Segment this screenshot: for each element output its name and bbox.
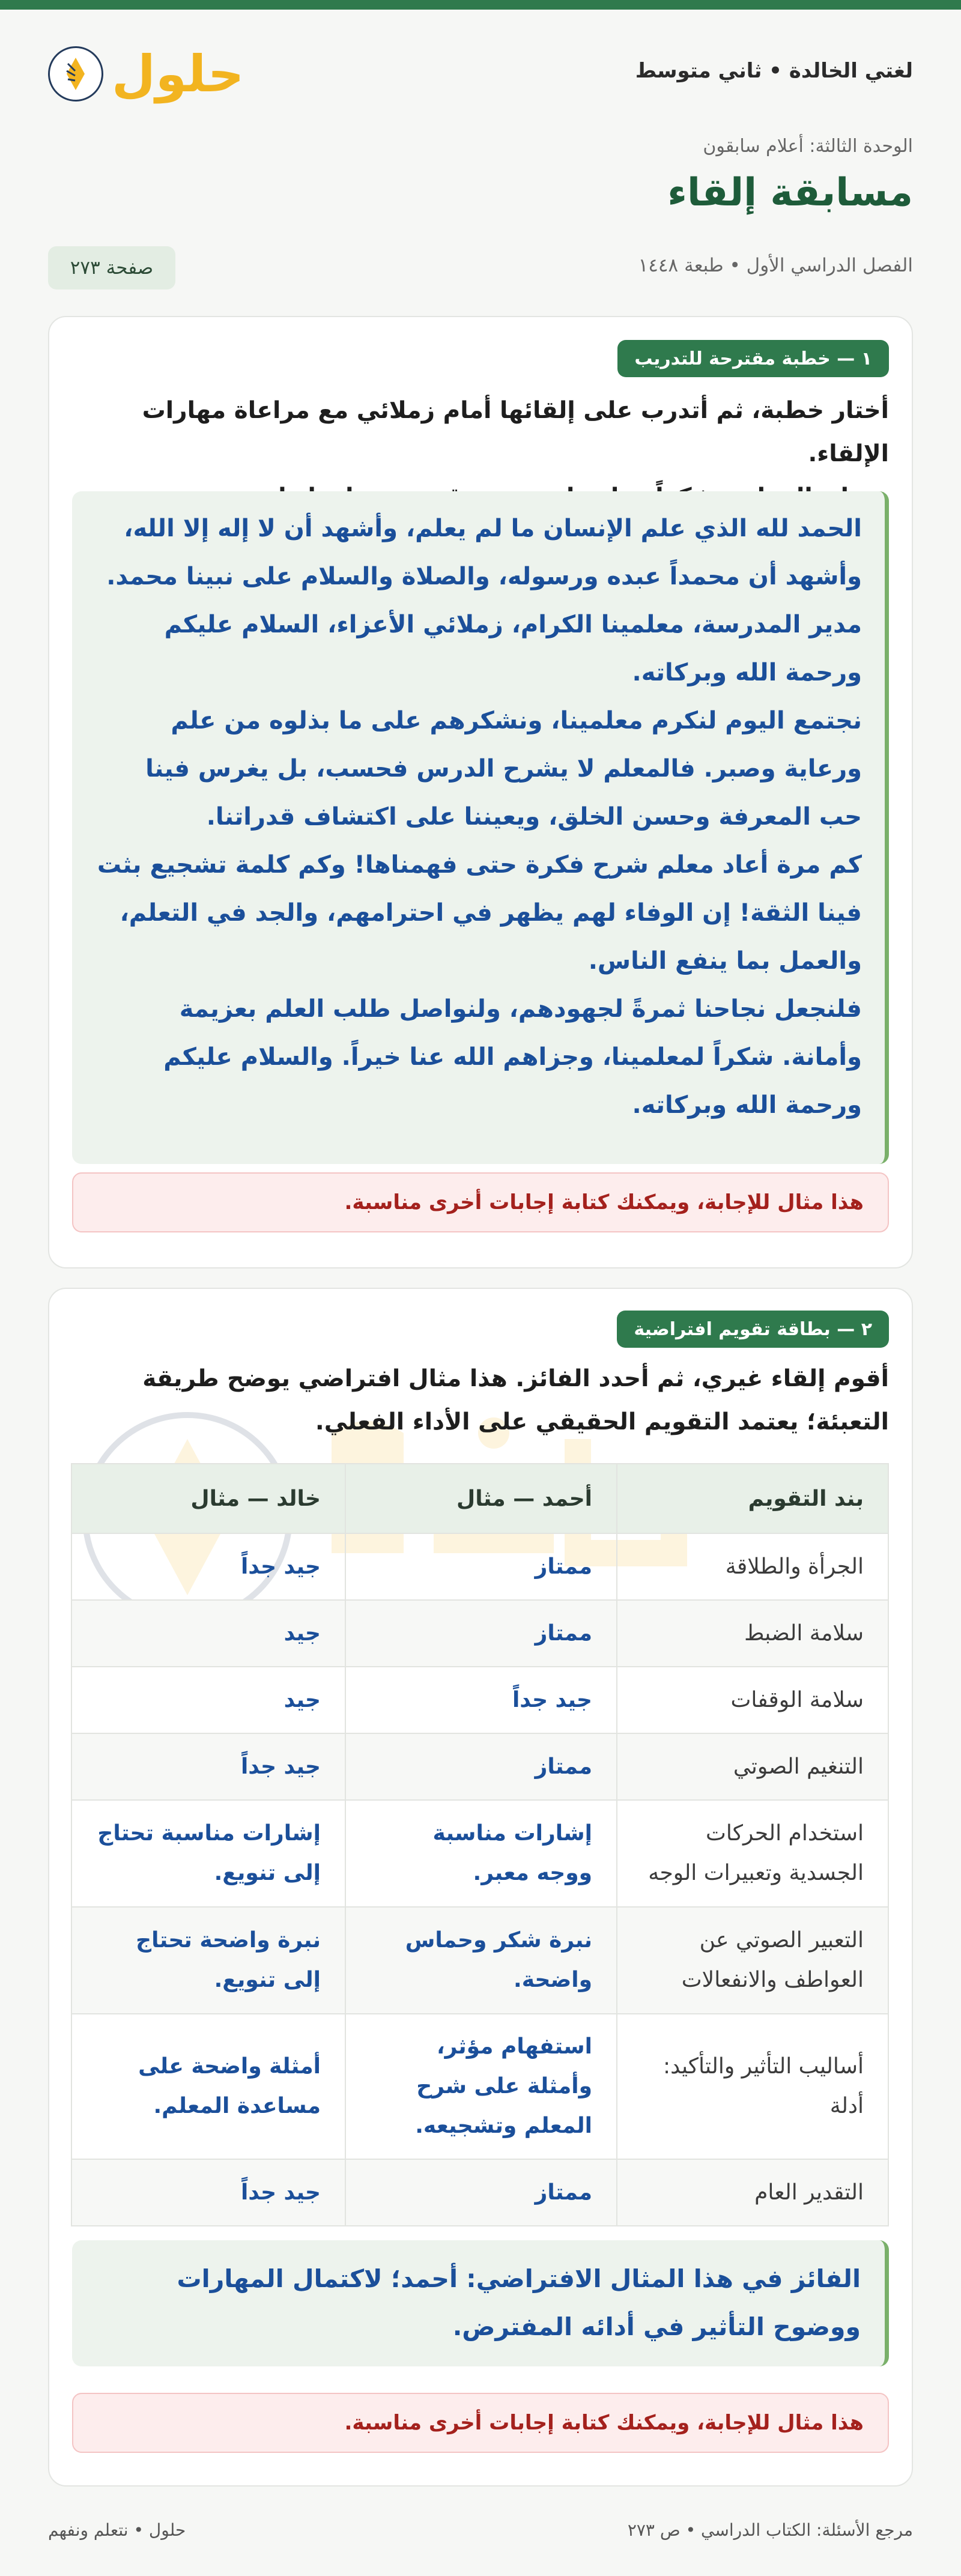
speech-paragraph: كم مرة أعاد معلم شرح فكرة حتى فهمناها! وكم كلمة تشجيع بثت فينا الثقة! إن الوفاء لهم يظهر في احترامهم، والجد في التعلم، والعمل بما ينفع الناس.	[97, 851, 862, 975]
lesson-title: مسابقة إلقاء	[667, 171, 913, 215]
score-cell: جيد جداً	[71, 1533, 345, 1600]
table-row	[71, 2159, 888, 2226]
page-number-badge: صفحة ٢٧٣	[48, 246, 175, 289]
section-tag: ١ — خطبة مقترحة للتدريب	[617, 340, 889, 377]
score-cell: نبرة واضحة تحتاج إلى تنويع.	[71, 1907, 345, 2014]
score-cell: ممتاز	[345, 2159, 617, 2226]
winner-box	[72, 2240, 889, 2366]
column-header: أحمد — مثال	[345, 1464, 617, 1533]
evaluation-table	[71, 1463, 889, 2226]
score-cell: ممتاز	[345, 1733, 617, 1800]
speech-text-box	[72, 491, 889, 1164]
score-cell: جيد	[71, 1667, 345, 1733]
table-row	[71, 1733, 888, 1800]
section-instructions: أقوم إلقاء غيري، ثم أحدد الفائز. هذا مثال افتراضي يوضح طريقة التعبئة؛ يعتمد التقويم الحقيقي على الأداء الفعلي.	[142, 1365, 889, 1435]
score-cell: جيد	[71, 1600, 345, 1667]
evaluation-card	[48, 1288, 913, 2487]
table-row	[71, 2014, 888, 2159]
score-cell: نبرة شكر وحماس واضحة.	[345, 1907, 617, 2014]
criterion-cell: سلامة الوقفات	[617, 1667, 888, 1733]
table-row	[71, 1800, 888, 1907]
unit-label: الوحدة الثالثة: أعلام سابقون	[703, 136, 913, 157]
logo-emblem-icon	[48, 46, 103, 102]
logo-text: حلول	[112, 44, 244, 103]
page-header	[48, 29, 913, 119]
column-header: بند التقويم	[617, 1464, 888, 1533]
score-cell: جيد جداً	[345, 1667, 617, 1733]
book-title: لغتي الخالدة • ثاني متوسط	[635, 59, 913, 83]
criterion-cell: التعبير الصوتي عن العواطف والانفعالات	[617, 1907, 888, 2014]
score-cell: ممتاز	[345, 1533, 617, 1600]
answer-note: هذا مثال للإجابة، ويمكنك كتابة إجابات أخرى مناسبة.	[72, 2393, 889, 2453]
speech-card	[48, 316, 913, 1268]
criterion-cell: التنغيم الصوتي	[617, 1733, 888, 1800]
footer-source: مرجع الأسئلة: الكتاب الدراسي • ص ٢٧٣	[627, 2520, 913, 2540]
criterion-cell: التقدير العام	[617, 2159, 888, 2226]
footer-brand: حلول • نتعلم ونفهم	[48, 2520, 186, 2540]
criterion-cell: سلامة الضبط	[617, 1600, 888, 1667]
score-cell: إشارات مناسبة تحتاج إلى تنويع.	[71, 1800, 345, 1907]
instruction-text: أختار خطبة، ثم أتدرب على إلقائها أمام زملائي مع مراعاة مهارات الإلقاء.	[142, 397, 889, 467]
table-row	[71, 1600, 888, 1667]
answer-note: هذا مثال للإجابة، ويمكنك كتابة إجابات أخرى مناسبة.	[72, 1172, 889, 1232]
table-row	[71, 1907, 888, 2014]
table-row	[71, 1667, 888, 1733]
score-cell: إشارات مناسبة ووجه معبر.	[345, 1800, 617, 1907]
criterion-cell: استخدام الحركات الجسدية وتعبيرات الوجه	[617, 1800, 888, 1907]
speech-paragraph: فلنجعل نجاحنا ثمرةً لجهودهم، ولنواصل طلب العلم بعزيمة وأمانة. شكراً لمعلمينا، وجزاهم الله عنا خيراً. والسلام عليكم ورحمة الله وبركاته.	[163, 995, 862, 1119]
speech-paragraph: الحمد لله الذي علم الإنسان ما لم يعلم، وأشهد أن لا إله إلا الله، وأشهد أن محمداً عبده ورسوله، والصلاة والسلام على نبينا محمد. مدير المدرسة، معلمينا الكرام، زملائي الأعزاء، السلام عليكم ورحمة الله وبركاته.	[106, 515, 862, 686]
score-cell: استفهام مؤثر، وأمثلة على شرح المعلم وتشجيعه.	[345, 2014, 617, 2159]
score-cell: ممتاز	[345, 1600, 617, 1667]
section-tag: ٢ — بطاقة تقويم افتراضية	[617, 1311, 889, 1348]
score-cell: أمثلة واضحة على مساعدة المعلم.	[71, 2014, 345, 2159]
criterion-cell: الجرأة والطلاقة	[617, 1533, 888, 1600]
top-accent-bar	[0, 0, 961, 10]
winner-text: الفائز في هذا المثال الافتراضي: أحمد؛ لاكتمال المهارات ووضوح التأثير في أدائه المفترض.	[177, 2264, 861, 2341]
semester-meta: الفصل الدراسي الأول • طبعة ١٤٤٨	[638, 255, 913, 276]
site-logo[interactable]	[48, 41, 244, 107]
table-row	[71, 1533, 888, 1600]
speech-paragraph: نجتمع اليوم لنكرم معلمينا، ونشكرهم على ما بذلوه من علم ورعاية وصبر. فالمعلم لا يشرح الدرس فحسب، بل يغرس فينا حب المعرفة وحسن الخلق، ويعيننا على اكتشاف قدراتنا.	[145, 707, 862, 831]
criterion-cell: أساليب التأثير والتأكيد: أدلة	[617, 2014, 888, 2159]
column-header: خالد — مثال	[71, 1464, 345, 1533]
score-cell: جيد جداً	[71, 1733, 345, 1800]
score-cell: جيد جداً	[71, 2159, 345, 2226]
table-header-row	[71, 1464, 888, 1533]
